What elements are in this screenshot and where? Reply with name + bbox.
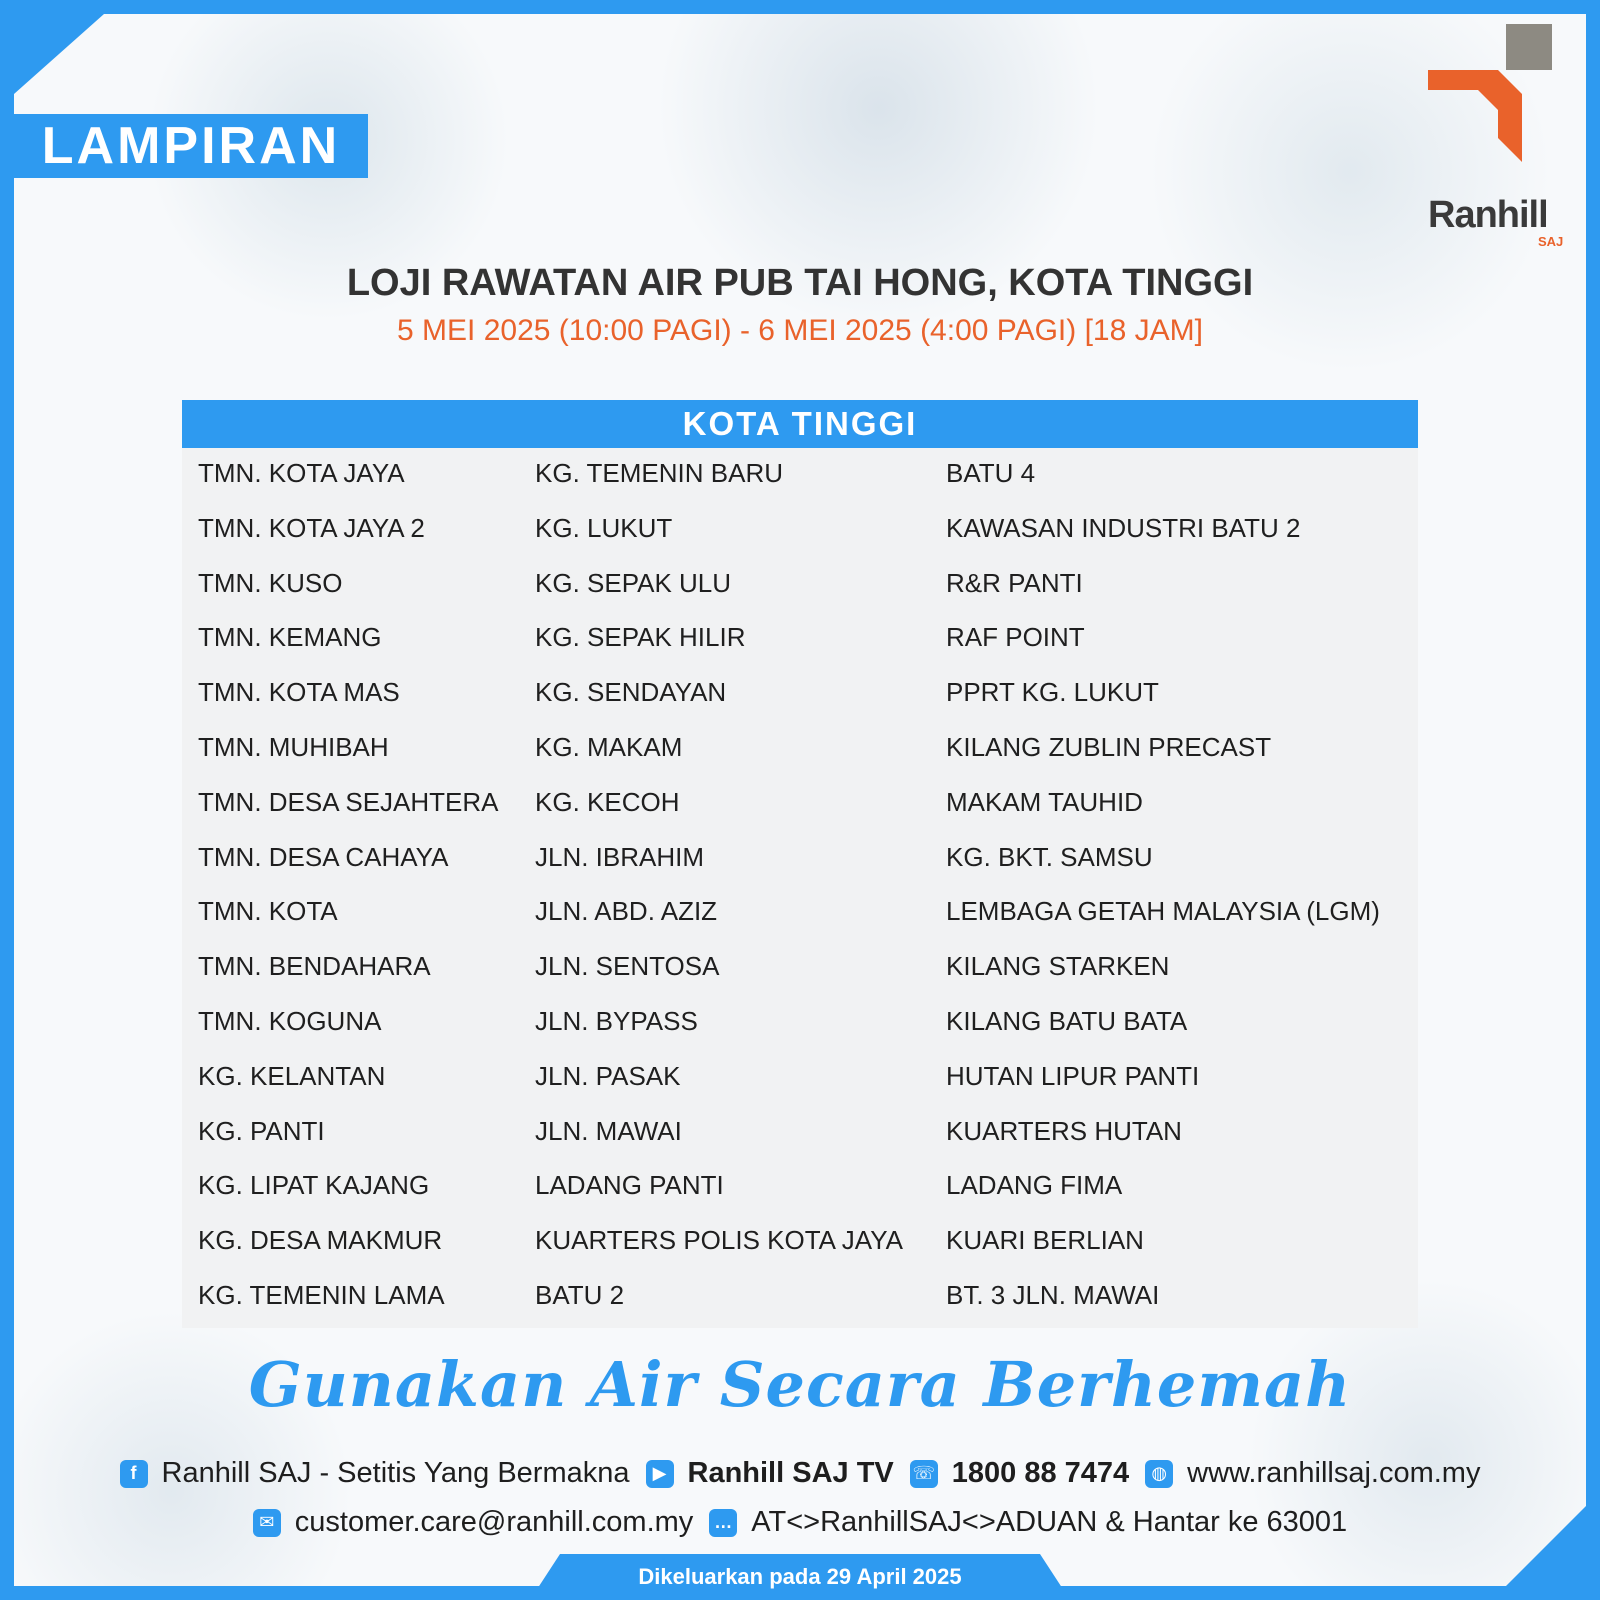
facebook-icon: f: [120, 1460, 148, 1488]
area-cell: KG. SEPAK HILIR: [535, 622, 746, 653]
table-column-1: [198, 456, 499, 1333]
facebook-text: Ranhill SAJ - Setitis Yang Bermakna: [161, 1457, 630, 1489]
logo-sub-text: SAJ: [1538, 234, 1564, 249]
contact-row-2: [0, 1506, 1600, 1539]
area-cell: JLN. IBRAHIM: [535, 841, 705, 872]
table-column-2: [535, 456, 903, 1333]
area-cell: R&R PANTI: [946, 567, 1083, 598]
email-text: customer.care@ranhill.com.my: [294, 1506, 694, 1538]
youtube-icon: ▶: [646, 1460, 674, 1488]
facebook-contact[interactable]: [120, 1457, 630, 1490]
area-cell: KUARTERS POLIS KOTA JAYA: [535, 1225, 903, 1256]
area-cell: BT. 3 JLN. MAWAI: [946, 1279, 1160, 1310]
phone-icon: ☏: [910, 1460, 938, 1488]
logo-brand-text: Ranhill: [1428, 194, 1548, 236]
area-cell: JLN. ABD. AZIZ: [535, 896, 718, 927]
table-header: [182, 400, 1418, 448]
ranhill-saj-logo: [1428, 22, 1564, 252]
area-cell: BATU 2: [535, 1279, 625, 1310]
table-body: [182, 448, 1418, 1328]
envelope-icon: ✉: [253, 1509, 281, 1537]
logo-orange-mark-icon: [1428, 22, 1558, 172]
table-heading: KOTA TINGGI: [682, 405, 918, 442]
area-cell: LADANG PANTI: [535, 1170, 724, 1201]
area-cell: TMN. KOTA MAS: [198, 677, 400, 708]
area-cell: TMN. KOTA: [198, 896, 338, 927]
area-cell: LADANG FIMA: [946, 1170, 1123, 1201]
area-cell: KG. TEMENIN BARU: [535, 458, 784, 488]
website-contact[interactable]: [1145, 1457, 1480, 1490]
area-cell: PPRT KG. LUKUT: [946, 677, 1159, 708]
notice-schedule: 5 MEI 2025 (10:00 PAGI) - 6 MEI 2025 (4:00 PAGI) [18 JAM]: [397, 314, 1203, 347]
lampiran-label: LAMPIRAN: [41, 117, 341, 175]
area-cell: KG. MAKAM: [535, 731, 683, 762]
area-cell: HUTAN LIPUR PANTI: [946, 1060, 1200, 1091]
area-cell: BATU 4: [946, 458, 1036, 488]
lampiran-banner: [14, 114, 368, 178]
area-cell: KILANG ZUBLIN PRECAST: [946, 731, 1272, 762]
notice-title: LOJI RAWATAN AIR PUB TAI HONG, KOTA TINGGI: [346, 262, 1254, 304]
area-cell: KG. TEMENIN LAMA: [198, 1279, 445, 1310]
phone-contact[interactable]: [910, 1457, 1129, 1490]
area-cell: TMN. KOTA JAYA 2: [198, 512, 425, 543]
area-cell: JLN. SENTOSA: [535, 951, 720, 982]
corner-decoration-top-left: [14, 14, 104, 94]
area-cell: KG. BKT. SAMSU: [946, 841, 1153, 872]
issued-date-text: Dikeluarkan pada 29 April 2025: [638, 1564, 962, 1589]
area-cell: KG. LUKUT: [535, 512, 673, 543]
area-cell: KG. KECOH: [535, 786, 680, 817]
area-cell: KAWASAN INDUSTRI BATU 2: [946, 512, 1301, 543]
website-text: www.ranhillsaj.com.my: [1187, 1457, 1481, 1489]
table-column-3: [946, 456, 1380, 1333]
area-cell: JLN. PASAK: [535, 1060, 681, 1091]
area-cell: TMN. MUHIBAH: [198, 731, 389, 762]
area-cell: TMN. KOGUNA: [198, 1005, 382, 1036]
area-cell: MAKAM TAUHID: [946, 786, 1143, 817]
area-cell: TMN. KUSO: [198, 567, 343, 598]
youtube-text: Ranhill SAJ TV: [687, 1457, 894, 1489]
contact-row-1: [0, 1457, 1600, 1490]
area-cell: KUARTERS HUTAN: [946, 1115, 1182, 1146]
area-cell: LEMBAGA GETAH MALAYSIA (LGM): [946, 896, 1380, 927]
area-cell: KG. KELANTAN: [198, 1060, 386, 1091]
area-cell: KG. DESA MAKMUR: [198, 1225, 443, 1256]
area-cell: TMN. KEMANG: [198, 622, 382, 653]
area-cell: TMN. DESA CAHAYA: [198, 841, 449, 872]
affected-areas-table: [182, 400, 1418, 1328]
sms-contact[interactable]: [709, 1506, 1347, 1539]
globe-icon: ◍: [1145, 1460, 1173, 1488]
area-cell: KG. PANTI: [198, 1115, 325, 1146]
area-cell: JLN. MAWAI: [535, 1115, 682, 1146]
chat-bubble-icon: …: [709, 1509, 737, 1537]
issued-date-banner: [560, 1554, 1040, 1600]
area-cell: KG. SENDAYAN: [535, 677, 727, 708]
youtube-contact[interactable]: [646, 1457, 894, 1490]
area-cell: KILANG STARKEN: [946, 951, 1170, 982]
area-cell: KUARI BERLIAN: [946, 1225, 1144, 1256]
area-cell: TMN. KOTA JAYA: [198, 458, 405, 488]
area-cell: KG. SEPAK ULU: [535, 567, 732, 598]
area-cell: RAF POINT: [946, 622, 1085, 653]
area-cell: KG. LIPAT KAJANG: [198, 1170, 430, 1201]
area-cell: TMN. BENDAHARA: [198, 951, 431, 982]
area-cell: KILANG BATU BATA: [946, 1005, 1188, 1036]
area-cell: JLN. BYPASS: [535, 1005, 698, 1036]
area-cell: TMN. DESA SEJAHTERA: [198, 786, 499, 817]
phone-text: 1800 88 7474: [951, 1457, 1130, 1489]
slogan: Gunakan Air Secara Berhemah: [248, 1348, 1352, 1421]
sms-text: AT<>RanhillSAJ<>ADUAN & Hantar ke 63001: [751, 1506, 1348, 1538]
email-contact[interactable]: [253, 1506, 694, 1539]
